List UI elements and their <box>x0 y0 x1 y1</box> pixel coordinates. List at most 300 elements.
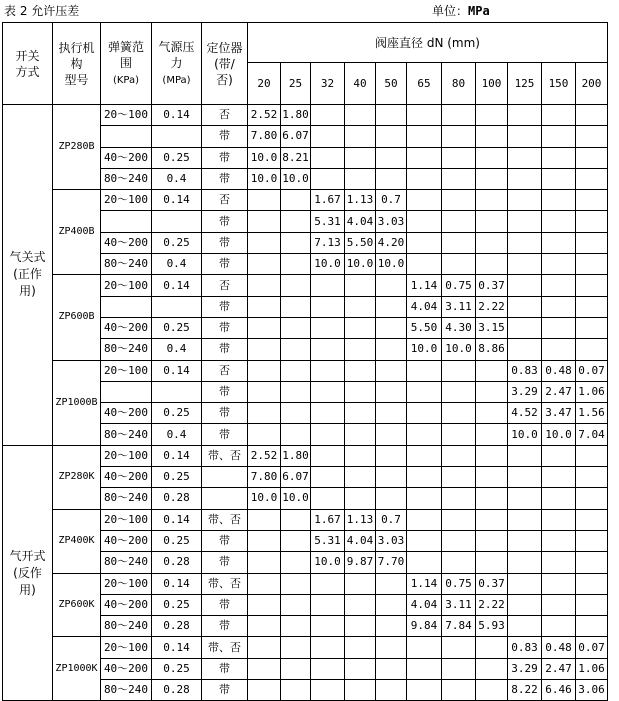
value-cell <box>248 211 281 232</box>
air-pressure-cell: 0.28 <box>152 616 202 637</box>
value-cell <box>311 381 345 402</box>
value-cell <box>442 658 476 679</box>
value-cell <box>281 211 311 232</box>
air-pressure-cell: 0.14 <box>152 573 202 594</box>
air-pressure-cell: 0.14 <box>152 509 202 530</box>
table-row <box>3 360 608 381</box>
value-cell <box>311 658 345 679</box>
value-cell <box>542 211 576 232</box>
value-cell <box>476 403 508 424</box>
spring-range-cell: 40～200 <box>101 658 152 679</box>
value-cell <box>407 530 442 551</box>
value-cell <box>376 488 407 509</box>
value-cell <box>542 254 576 275</box>
value-cell: 4.30 <box>442 317 476 338</box>
value-cell: 10.0 <box>376 254 407 275</box>
value-cell <box>345 637 376 658</box>
value-cell <box>407 190 442 211</box>
value-cell <box>442 105 476 126</box>
diameter-header-cell: 100 <box>476 63 508 105</box>
positioner-cell: 带 <box>202 594 248 615</box>
value-cell <box>376 105 407 126</box>
spring-range-cell: 80～240 <box>101 339 152 360</box>
value-cell <box>407 232 442 253</box>
value-cell <box>576 147 608 168</box>
value-cell <box>376 680 407 701</box>
value-cell: 7.04 <box>576 424 608 445</box>
value-cell <box>345 126 376 147</box>
spring-range-cell: 80～240 <box>101 424 152 445</box>
value-cell: 7.80 <box>248 467 281 488</box>
spring-range-cell: 20～100 <box>101 190 152 211</box>
value-cell: 0.75 <box>442 573 476 594</box>
value-cell <box>442 254 476 275</box>
value-cell <box>442 637 476 658</box>
value-cell: 1.13 <box>345 509 376 530</box>
spring-range-cell: 40～200 <box>101 147 152 168</box>
value-cell: 7.13 <box>311 232 345 253</box>
value-cell <box>376 296 407 317</box>
value-cell <box>542 317 576 338</box>
spring-range-cell <box>101 211 152 232</box>
spring-range-cell: 80～240 <box>101 680 152 701</box>
air-pressure-cell: 0.14 <box>152 445 202 466</box>
positioner-cell: 带 <box>202 403 248 424</box>
value-cell <box>376 275 407 296</box>
value-cell <box>248 594 281 615</box>
positioner-cell <box>202 488 248 509</box>
value-cell: 1.14 <box>407 275 442 296</box>
spring-range-cell: 80～240 <box>101 616 152 637</box>
value-cell <box>345 467 376 488</box>
value-cell: 0.7 <box>376 509 407 530</box>
value-cell <box>576 594 608 615</box>
value-cell <box>542 232 576 253</box>
value-cell: 3.29 <box>508 658 542 679</box>
air-pressure-cell <box>152 211 202 232</box>
value-cell: 2.47 <box>542 381 576 402</box>
positioner-cell: 带、否 <box>202 509 248 530</box>
value-cell <box>311 296 345 317</box>
value-cell: 1.13 <box>345 190 376 211</box>
value-cell <box>311 573 345 594</box>
positioner-cell: 带、否 <box>202 573 248 594</box>
value-cell <box>508 530 542 551</box>
positioner-cell: 带 <box>202 680 248 701</box>
value-cell <box>576 509 608 530</box>
model-cell: ZP280K <box>53 445 101 509</box>
value-cell <box>311 147 345 168</box>
value-cell <box>542 552 576 573</box>
spring-range-cell: 20～100 <box>101 360 152 381</box>
spring-range-cell: 20～100 <box>101 105 152 126</box>
value-cell <box>576 254 608 275</box>
value-cell <box>281 339 311 360</box>
value-cell <box>311 424 345 445</box>
value-cell <box>376 467 407 488</box>
value-cell <box>248 680 281 701</box>
value-cell: 5.93 <box>476 616 508 637</box>
value-cell <box>542 530 576 551</box>
mode-line: 气关式 <box>9 250 46 265</box>
air-pressure-cell <box>152 126 202 147</box>
spring-range-cell <box>101 381 152 402</box>
value-cell: 4.04 <box>345 530 376 551</box>
value-cell <box>576 339 608 360</box>
table-row <box>3 275 608 296</box>
value-cell <box>248 616 281 637</box>
value-cell: 1.67 <box>311 190 345 211</box>
value-cell <box>542 275 576 296</box>
positioner-cell: 带 <box>202 317 248 338</box>
value-cell <box>345 381 376 402</box>
positioner-cell: 带 <box>202 254 248 275</box>
value-cell <box>442 488 476 509</box>
air-pressure-cell: 0.28 <box>152 488 202 509</box>
value-cell <box>442 168 476 189</box>
value-cell: 4.20 <box>376 232 407 253</box>
value-cell <box>442 680 476 701</box>
value-cell <box>407 147 442 168</box>
positioner-cell: 带 <box>202 552 248 573</box>
value-cell <box>248 275 281 296</box>
value-cell: 9.87 <box>345 552 376 573</box>
value-cell <box>576 168 608 189</box>
value-cell: 5.50 <box>407 317 442 338</box>
model-cell: ZP400K <box>53 509 101 573</box>
value-cell <box>576 616 608 637</box>
value-cell <box>442 381 476 402</box>
mode-cell <box>3 105 53 446</box>
value-cell <box>407 552 442 573</box>
value-cell <box>407 211 442 232</box>
value-cell: 1.06 <box>576 381 608 402</box>
table-row <box>3 509 608 530</box>
diameter-header-cell: 32 <box>311 63 345 105</box>
value-cell <box>281 403 311 424</box>
value-cell: 5.31 <box>311 530 345 551</box>
value-cell <box>476 509 508 530</box>
value-cell <box>345 275 376 296</box>
value-cell: 1.67 <box>311 509 345 530</box>
value-cell: 0.37 <box>476 275 508 296</box>
value-cell <box>311 317 345 338</box>
mode-line: 气开式 <box>9 548 46 563</box>
air-pressure-cell: 0.28 <box>152 552 202 573</box>
value-cell: 7.80 <box>248 126 281 147</box>
value-cell <box>476 488 508 509</box>
value-cell: 0.48 <box>542 360 576 381</box>
value-cell: 2.52 <box>248 445 281 466</box>
air-pressure-cell <box>152 296 202 317</box>
value-cell <box>442 445 476 466</box>
value-cell <box>508 296 542 317</box>
value-cell: 10.0 <box>508 424 542 445</box>
positioner-cell: 带 <box>202 424 248 445</box>
value-cell <box>508 275 542 296</box>
value-cell <box>576 211 608 232</box>
table-body <box>3 105 608 701</box>
spring-range-cell: 20～100 <box>101 275 152 296</box>
value-cell <box>476 445 508 466</box>
air-pressure-cell: 0.4 <box>152 254 202 275</box>
value-cell <box>376 424 407 445</box>
value-cell <box>281 680 311 701</box>
table-row <box>3 190 608 211</box>
value-cell <box>248 658 281 679</box>
value-cell <box>376 126 407 147</box>
table-row <box>3 573 608 594</box>
air-pressure-cell: 0.14 <box>152 637 202 658</box>
value-cell <box>508 190 542 211</box>
value-cell <box>476 381 508 402</box>
value-cell <box>248 317 281 338</box>
value-cell: 1.80 <box>281 105 311 126</box>
value-cell <box>476 360 508 381</box>
value-cell <box>345 594 376 615</box>
value-cell <box>576 126 608 147</box>
value-cell <box>407 254 442 275</box>
value-cell <box>476 467 508 488</box>
positioner-cell: 带 <box>202 211 248 232</box>
value-cell <box>476 168 508 189</box>
spring-range-cell: 20～100 <box>101 445 152 466</box>
value-cell: 7.84 <box>442 616 476 637</box>
diameter-header-cell: 20 <box>248 63 281 105</box>
value-cell <box>281 317 311 338</box>
value-cell <box>508 616 542 637</box>
value-cell <box>248 190 281 211</box>
value-cell <box>345 680 376 701</box>
air-pressure-cell <box>152 381 202 402</box>
value-cell <box>542 126 576 147</box>
value-cell <box>442 190 476 211</box>
value-cell <box>376 168 407 189</box>
value-cell <box>576 552 608 573</box>
value-cell <box>376 573 407 594</box>
value-cell: 6.07 <box>281 126 311 147</box>
value-cell <box>281 424 311 445</box>
spring-range-cell: 80～240 <box>101 254 152 275</box>
value-cell <box>248 530 281 551</box>
diameter-header-cell: 40 <box>345 63 376 105</box>
air-pressure-cell: 0.4 <box>152 339 202 360</box>
value-cell <box>311 680 345 701</box>
value-cell <box>476 254 508 275</box>
mode-line: 用) <box>19 582 36 597</box>
value-cell: 4.52 <box>508 403 542 424</box>
value-cell <box>442 403 476 424</box>
positioner-cell: 带 <box>202 381 248 402</box>
spring-range-cell: 80～240 <box>101 488 152 509</box>
value-cell <box>508 168 542 189</box>
value-cell: 3.11 <box>442 594 476 615</box>
value-cell <box>508 126 542 147</box>
value-cell <box>248 360 281 381</box>
value-cell <box>576 467 608 488</box>
value-cell <box>248 403 281 424</box>
unit-value: MPa <box>468 4 490 18</box>
value-cell <box>376 381 407 402</box>
value-cell <box>376 147 407 168</box>
value-cell <box>345 360 376 381</box>
value-cell <box>281 360 311 381</box>
value-cell <box>281 381 311 402</box>
value-cell <box>248 637 281 658</box>
value-cell <box>442 552 476 573</box>
value-cell <box>345 296 376 317</box>
value-cell: 3.29 <box>508 381 542 402</box>
value-cell <box>248 573 281 594</box>
value-cell <box>508 232 542 253</box>
value-cell <box>508 445 542 466</box>
value-cell <box>281 254 311 275</box>
value-cell <box>311 403 345 424</box>
value-cell: 1.06 <box>576 658 608 679</box>
value-cell <box>442 126 476 147</box>
value-cell <box>508 211 542 232</box>
value-cell <box>407 168 442 189</box>
value-cell <box>508 105 542 126</box>
air-pressure-cell: 0.25 <box>152 530 202 551</box>
value-cell <box>281 658 311 679</box>
value-cell <box>542 467 576 488</box>
value-cell: 8.86 <box>476 339 508 360</box>
value-cell <box>248 424 281 445</box>
value-cell <box>345 573 376 594</box>
value-cell <box>508 488 542 509</box>
value-cell: 10.0 <box>281 488 311 509</box>
positioner-cell: 带 <box>202 232 248 253</box>
air-pressure-cell: 0.25 <box>152 317 202 338</box>
mode-cell <box>3 445 53 701</box>
value-cell <box>407 637 442 658</box>
positioner-cell: 带 <box>202 616 248 637</box>
value-cell <box>311 126 345 147</box>
value-cell <box>281 509 311 530</box>
value-cell <box>376 445 407 466</box>
value-cell: 0.83 <box>508 360 542 381</box>
unit-label-text: 单位： <box>432 4 469 18</box>
table-caption <box>2 2 617 20</box>
spring-range-cell: 40～200 <box>101 530 152 551</box>
spring-range-cell: 40～200 <box>101 403 152 424</box>
pressure-difference-table <box>2 22 608 701</box>
positioner-cell: 否 <box>202 190 248 211</box>
air-pressure-cell: 0.14 <box>152 360 202 381</box>
value-cell <box>576 296 608 317</box>
value-cell <box>442 424 476 445</box>
value-cell <box>248 232 281 253</box>
air-pressure-cell: 0.25 <box>152 594 202 615</box>
model-cell: ZP600K <box>53 573 101 637</box>
value-cell: 3.03 <box>376 530 407 551</box>
positioner-cell: 带 <box>202 168 248 189</box>
value-cell <box>345 424 376 445</box>
header-positioner: 定位器 (带/ 否) <box>202 23 248 105</box>
spring-range-cell: 20～100 <box>101 637 152 658</box>
value-cell <box>508 254 542 275</box>
value-cell <box>407 105 442 126</box>
value-cell <box>407 403 442 424</box>
value-cell <box>376 616 407 637</box>
value-cell <box>576 488 608 509</box>
value-cell <box>281 530 311 551</box>
value-cell <box>542 616 576 637</box>
value-cell: 3.06 <box>576 680 608 701</box>
positioner-cell: 带 <box>202 147 248 168</box>
value-cell <box>345 488 376 509</box>
value-cell: 0.83 <box>508 637 542 658</box>
value-cell: 9.84 <box>407 616 442 637</box>
air-pressure-cell: 0.25 <box>152 658 202 679</box>
value-cell: 10.0 <box>345 254 376 275</box>
value-cell <box>281 190 311 211</box>
value-cell <box>311 168 345 189</box>
value-cell <box>542 190 576 211</box>
header-row-1 <box>3 23 608 63</box>
value-cell <box>311 339 345 360</box>
value-cell <box>281 232 311 253</box>
value-cell <box>542 594 576 615</box>
diameter-header-cell: 150 <box>542 63 576 105</box>
diameter-header-cell: 50 <box>376 63 407 105</box>
value-cell: 8.22 <box>508 680 542 701</box>
value-cell <box>345 147 376 168</box>
value-cell <box>542 147 576 168</box>
spring-range-cell: 40～200 <box>101 467 152 488</box>
value-cell <box>407 126 442 147</box>
value-cell <box>311 360 345 381</box>
value-cell: 5.50 <box>345 232 376 253</box>
value-cell <box>311 445 345 466</box>
model-cell: ZP1000K <box>53 637 101 701</box>
value-cell <box>345 339 376 360</box>
value-cell <box>576 317 608 338</box>
header-spring-range: 弹簧范 围 (KPa) <box>101 23 152 105</box>
value-cell <box>281 616 311 637</box>
value-cell <box>248 509 281 530</box>
positioner-cell: 带 <box>202 339 248 360</box>
spring-range-cell: 40～200 <box>101 594 152 615</box>
value-cell <box>407 445 442 466</box>
value-cell <box>248 296 281 317</box>
diameter-header-cell: 80 <box>442 63 476 105</box>
mode-line: (反作 <box>13 565 42 580</box>
diameter-header-cell: 200 <box>576 63 608 105</box>
value-cell <box>476 680 508 701</box>
value-cell <box>576 573 608 594</box>
diameter-header-cell: 125 <box>508 63 542 105</box>
value-cell <box>508 317 542 338</box>
value-cell <box>508 594 542 615</box>
value-cell <box>508 573 542 594</box>
positioner-cell <box>202 467 248 488</box>
value-cell <box>442 211 476 232</box>
value-cell <box>442 147 476 168</box>
value-cell <box>281 637 311 658</box>
value-cell: 10.0 <box>311 254 345 275</box>
value-cell <box>248 339 281 360</box>
value-cell <box>281 275 311 296</box>
spring-range-cell: 20～100 <box>101 573 152 594</box>
positioner-cell: 否 <box>202 360 248 381</box>
value-cell: 10.0 <box>248 488 281 509</box>
value-cell <box>311 616 345 637</box>
value-cell: 10.0 <box>281 168 311 189</box>
value-cell <box>407 509 442 530</box>
table-row <box>3 105 608 126</box>
